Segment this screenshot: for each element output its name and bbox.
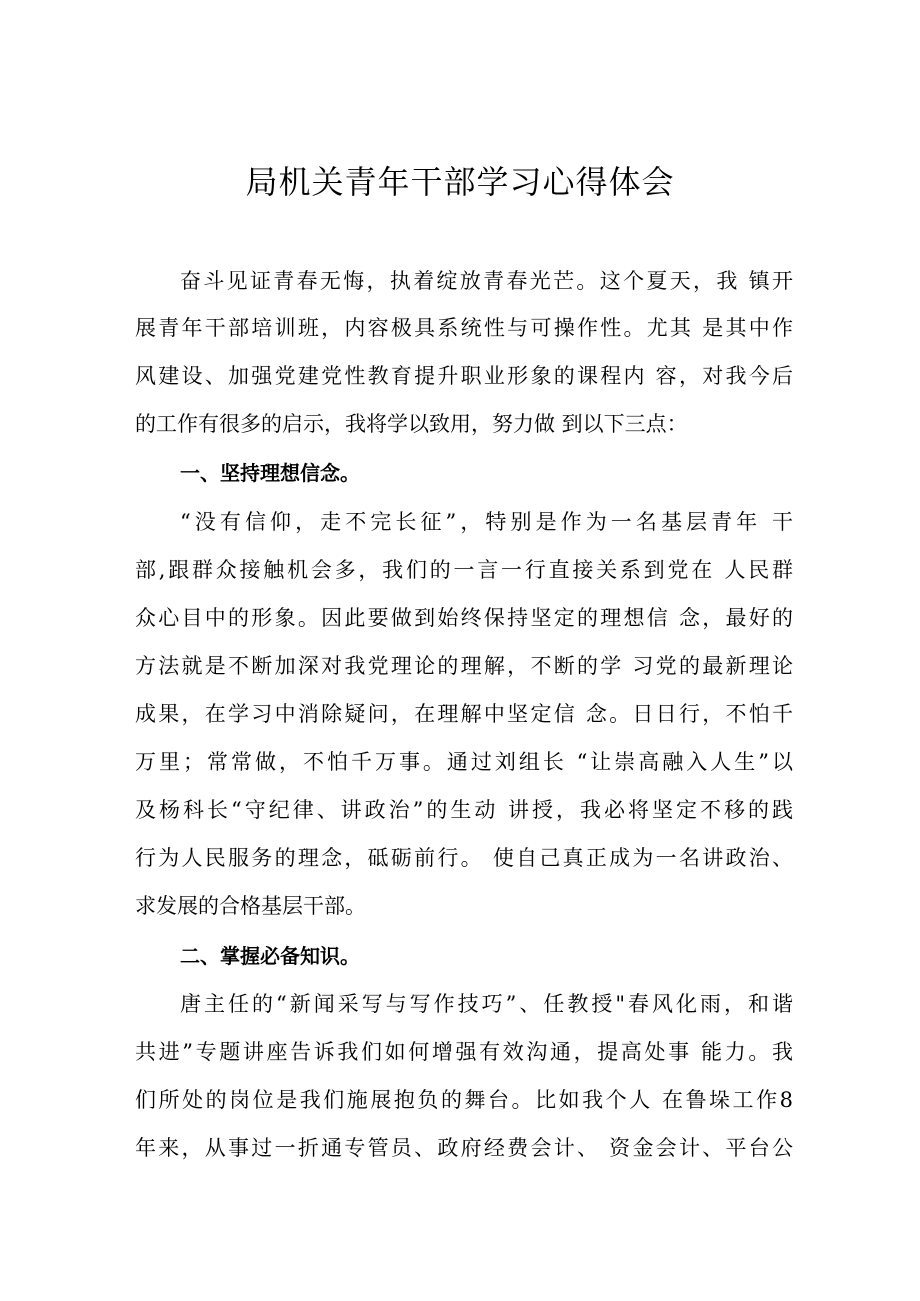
intro-line-2: 展青年干部培训班，内容极具系统性与可操作性。尤其 是其中作 xyxy=(135,316,793,340)
section1-line-7: 及杨科长“守纪律、讲政治”的生动 讲授，我必将坚定不移的践 xyxy=(135,798,793,822)
intro-line-4: 的工作有很多的启示，我将学以致用，努力做 到以下三点： xyxy=(135,412,688,436)
document-title: 局机关青年干部学习心得体会 xyxy=(245,163,675,201)
section2-line-1: 唐主任的“新闻采写与写作技巧”、任教授"春风化雨，和谐 xyxy=(180,992,793,1016)
section1-line-5: 成果，在学习中消除疑问，在理解中坚定信 念。日日行，不怕千 xyxy=(135,702,793,726)
section1-line-3: 众心目中的形象。因此要做到始终保持坚定的理想信 念，最好的 xyxy=(135,606,793,630)
section-heading-2: 二、掌握必备知识。 xyxy=(180,944,360,968)
section2-line-3: 们所处的岗位是我们施展抱负的舞台。比如我个人 在鲁垛工作8 xyxy=(135,1088,793,1112)
section-heading-1: 一、坚持理想信念。 xyxy=(180,461,360,485)
section2-line-4: 年来，从事过一折通专管员、政府经费会计、 资金会计、平台公 xyxy=(135,1136,793,1160)
intro-line-1: 奋斗见证青春无悔，执着绽放青春光芒。这个夏天，我 镇开 xyxy=(180,269,793,293)
intro-line-3: 风建设、加强党建党性教育提升职业形象的课程内 容，对我今后 xyxy=(135,364,793,388)
section1-line-9: 求发展的合格基层干部。 xyxy=(135,894,366,918)
section2-line-2: 共进”专题讲座告诉我们如何增强有效沟通，提高处事 能力。我 xyxy=(135,1040,793,1064)
section1-line-4: 方法就是不断加深对我党理论的理解，不断的学 习党的最新理论 xyxy=(135,654,793,678)
section1-line-2: 部,跟群众接触机会多，我们的一言一行直接关系到党在 人民群 xyxy=(135,558,793,582)
section1-line-6: 万里；常常做，不怕千万事。通过刘组长 “让崇高融入人生”以 xyxy=(135,750,793,774)
section1-line-8: 行为人民服务的理念，砥砺前行。 使自己真正成为一名讲政治、 xyxy=(135,846,793,870)
section1-line-1: “没有信仰，走不完长征”，特别是作为一名基层青年 干 xyxy=(180,510,793,534)
